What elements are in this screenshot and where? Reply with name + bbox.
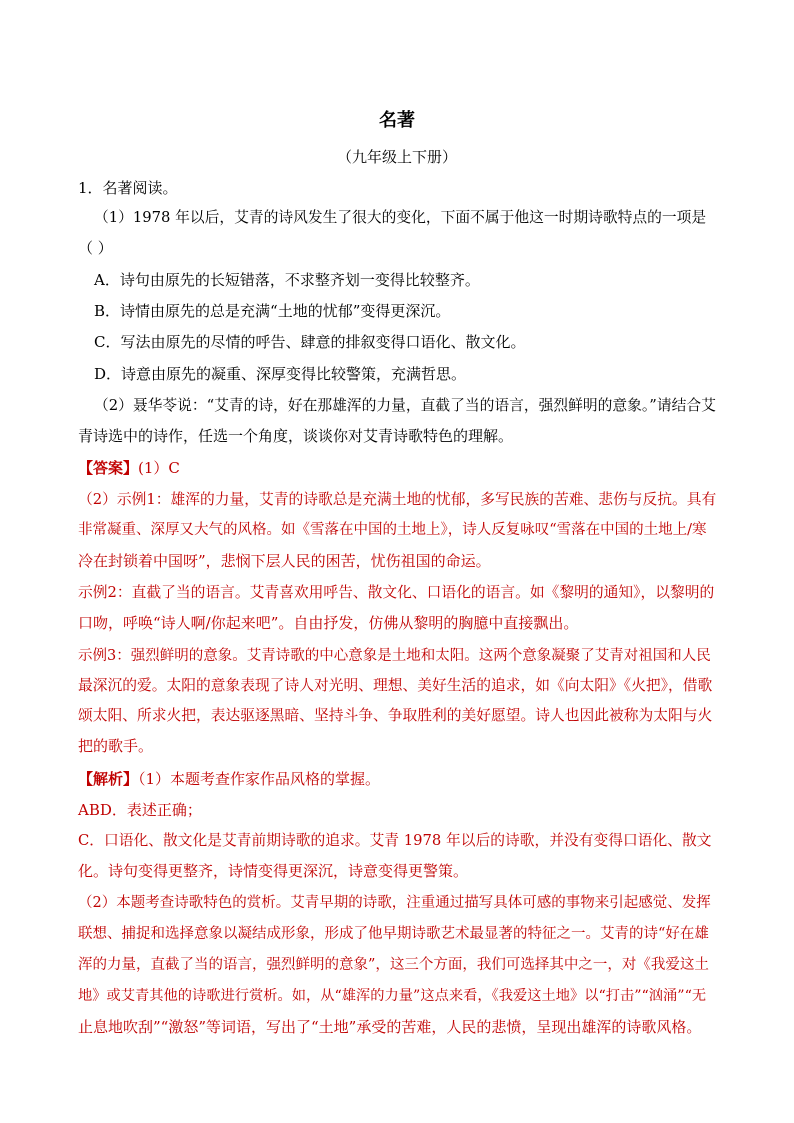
subquestion-1-line-2: （ ） xyxy=(78,239,113,257)
option-a: A．诗句由原先的长短错落，不求整齐划一变得比较整齐。 xyxy=(94,271,480,289)
answer-line: 示例3：强烈鲜明的意象。艾青诗歌的中心意象是土地和太阳。这两个意象凝聚了艾青对祖国和人民 xyxy=(78,648,711,664)
analysis-label: 【解析】 xyxy=(78,770,139,788)
analysis-line: C．口语化、散文化是艾青前期诗歌的追求。艾青 1978 年以后的诗歌，并没有变得口语化、散文 xyxy=(78,832,712,849)
answer-line: 示例2：直截了当的语言。艾青喜欢用呼告、散文化、口语化的语言。如《黎明的通知》，以黎明的 xyxy=(78,584,715,601)
option-d: D．诗意由原先的凝重、深厚变得比较警策，充满哲思。 xyxy=(94,365,467,383)
analysis-line: 化。诗句变得更整齐，诗情变得更深沉，诗意变得更警策。 xyxy=(78,862,469,880)
subquestion-2-line-1: （2）聂华苓说：“艾青的诗，好在那雄浑的力量，直截了当的语言，强烈鲜明的意象。”请结合艾 xyxy=(94,397,716,414)
page-subtitle: （九年级上下册） xyxy=(336,148,457,166)
option-c: C．写法由原先的尽情的呼告、肆意的排叙变得口语化、散文化。 xyxy=(94,333,526,351)
analysis-line: （2）本题考查诗歌特色的赏析。艾青早期的诗歌，注重通过描写具体可感的事物来引起感觉、发挥 xyxy=(78,895,711,911)
answer-line: （2）示例1：雄浑的力量，艾青的诗歌总是充满土地的忧郁，多写民族的苦难、悲伤与反抗。具有 xyxy=(78,491,717,508)
analysis-line: 浑的力量，直截了当的语言，强烈鲜明的意象”，这三个方面，我们可选择其中之一，对《我爱这土 xyxy=(78,957,709,973)
analysis-line: ABD．表述正确； xyxy=(78,801,202,819)
answer-line-1 xyxy=(78,458,180,478)
analysis-line: 地》或艾青其他的诗歌进行赏析。如，从“雄浑的力量”这点来看，《我爱这土地》以“打击”“汹涌”“无 xyxy=(78,988,707,1004)
answer-line: 非常凝重、深厚又大气的风格。如《雪落在中国的土地上》，诗人反复咏叹“雪落在中国的土地上/寒 xyxy=(78,522,707,538)
analysis-line-1 xyxy=(78,769,380,789)
option-b: B．诗情由原先的总是充满“土地的忧郁”变得更深沉。 xyxy=(94,302,451,320)
answer-line: 颂太阳、所求火把，表达驱逐黑暗、坚持斗争、争取胜利的美好愿望。诗人也因此被称为太阳与火 xyxy=(78,707,713,724)
answer-line: 口吻，呼唤“诗人啊/你起来吧”。自由抒发，仿佛从黎明的胸臆中直接飘出。 xyxy=(78,614,579,632)
answer-label: 【答案】 xyxy=(78,459,139,477)
page-title: 名著 xyxy=(379,110,415,131)
analysis-line: 联想、捕捉和选择意象以凝结成形象，形成了他早期诗歌艺术最显著的特征之一。艾青的诗“好在雄 xyxy=(78,926,709,942)
subquestion-2-line-2: 青诗选中的诗作，任选一个角度，谈谈你对艾青诗歌特色的理解。 xyxy=(78,427,514,445)
analysis-line: 止息地吹刮”“激怒”等词语，写出了“土地”承受的苦难，人民的悲愤，呈现出雄浑的诗歌风格。 xyxy=(78,1018,702,1036)
analysis-first: （1）本题考查作家作品风格的掌握。 xyxy=(138,770,381,788)
subquestion-1-line-1: （1）1978 年以后，艾青的诗风发生了很大的变化，下面不属于他这一时期诗歌特点的一项是 xyxy=(94,209,707,226)
answer-line: 最深沉的爱。太阳的意象表现了诗人对光明、理想、美好生活的追求，如《向太阳》《火把》，借歌 xyxy=(78,677,713,694)
answer-line: 把的歌手。 xyxy=(78,737,154,755)
answer-first: (1）C xyxy=(138,459,180,477)
question-heading: 1．名著阅读。 xyxy=(78,179,178,197)
answer-line: 冷在封锁着中国呀”，悲悯下层人民的困苦，忧伤祖国的命运。 xyxy=(78,552,491,570)
